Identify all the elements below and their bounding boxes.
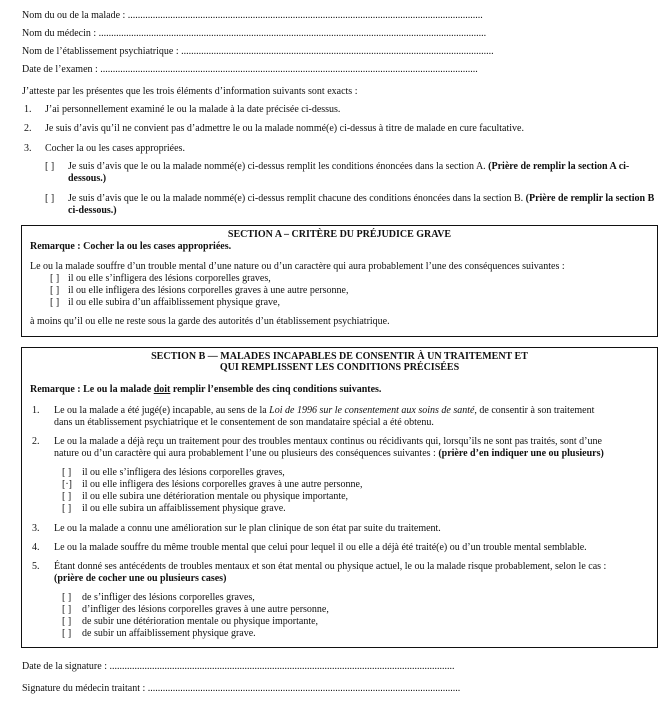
item-number: 1.: [24, 104, 32, 115]
section-b-title-line1: SECTION B — MALADES INCAPABLES DE CONSENTIR À UN TRAITEMENT ET: [151, 351, 528, 362]
condition-5-option-2: d’infliger des lésions corporelles graves à une autre personne,: [82, 604, 329, 615]
condition-2-line1: Le ou la malade a déjà reçu un traitement pour des troubles mentaux continus ou récidivants qui, lorsqu’ils ne sont pas traités, sont d’une: [54, 436, 602, 447]
condition-2-checkbox-2[interactable]: [·]: [62, 479, 72, 490]
section-b-box: [21, 347, 658, 648]
exam-date-field[interactable]: Date de l’examen : .......................................................................................................................................................: [22, 64, 478, 75]
item-1-text: J’ai personnellement examiné le ou la malade à la date précisée ci-dessus.: [45, 104, 341, 115]
condition-1-line1: Le ou la malade a été jugé(e) incapable, au sens de la Loi de 1996 sur le consentement aux soins de santé, de consentir à son traitement: [54, 405, 595, 416]
attestation-intro: J’atteste par les présentes que les trois éléments d’information suivants sont exacts :: [22, 86, 358, 97]
section-b-remarque: Remarque : Le ou la malade doit remplir l’ensemble des cinq conditions suivantes.: [30, 384, 382, 395]
section-a-option-2: il ou elle infligera des lésions corporelles graves à une autre personne,: [68, 285, 349, 296]
section-a-checkbox-3[interactable]: [ ]: [50, 297, 60, 308]
section-a-closing: à moins qu’il ou elle ne reste sous la garde des autorités d’un établissement psychiatrique.: [30, 316, 390, 327]
section-a-remarque: Remarque : Cocher la ou les cases appropriées.: [30, 241, 232, 252]
option-a-instruction: (Prière de remplir la section A ci-dessous.): [68, 161, 630, 184]
condition-2-option-2: il ou elle infligera des lésions corporelles graves à une autre personne,: [82, 479, 363, 490]
signature-doctor-field[interactable]: Signature du médecin traitant : .............................................................................................................................: [22, 683, 461, 694]
condition-number: 1.: [32, 405, 40, 416]
item-number: 3.: [24, 143, 32, 154]
section-a-option-1: il ou elle s’infligera des lésions corporelles graves,: [68, 273, 271, 284]
section-a-box: [21, 225, 658, 337]
option-a-text: Je suis d’avis que le ou la malade nommé(e) ci-dessus remplit les conditions énoncées dans la section A. (Prière de remplir la section A ci-dessous.): [68, 161, 630, 184]
section-b-remarque-emphasis: doit: [153, 384, 171, 395]
section-a-option-3: il ou elle subira d’un affaiblissement physique grave,: [68, 297, 280, 308]
condition-number: 4.: [32, 542, 40, 553]
patient-name-field[interactable]: Nom du ou de la malade : ..............................................................................................................................................: [22, 10, 483, 21]
section-b-title-line2: QUI REMPLISSENT LES CONDITIONS PRÉCISÉES: [219, 362, 460, 373]
condition-5-line1: Étant donné ses antécédents de troubles mentaux et son état mental ou physique actuel, le ou la malade risque probablement, selon le cas :: [54, 561, 607, 572]
item-2-text: Je suis d’avis qu’il ne convient pas d’admettre le ou la malade nommé(e) ci-dessus à titre de malade en cure facultative.: [45, 123, 524, 134]
condition-1-line2: dans un établissement psychiatrique et le consentement de son mandataire spécial a été obtenu.: [54, 417, 434, 428]
section-a-title: SECTION A – CRITÈRE DU PRÉJUDICE GRAVE: [227, 229, 452, 240]
condition-2-checkbox-1[interactable]: [ ]: [62, 467, 72, 478]
option-a-checkbox[interactable]: [ ]: [45, 161, 55, 172]
item-3-text: Cocher la ou les cases appropriées.: [45, 143, 185, 154]
signature-date-field[interactable]: Date de la signature : ..........................................................................................................................................: [22, 661, 455, 672]
condition-3-text: Le ou la malade a connu une amélioration sur le plan clinique de son état par suite du traitement.: [54, 523, 441, 534]
section-a-checkbox-1[interactable]: [ ]: [50, 273, 60, 284]
condition-4-text: Le ou la malade souffre du même trouble mental que celui pour lequel il ou elle a déjà été traité(e) ou d’un trouble mental semblable.: [54, 542, 587, 553]
option-b-instruction: (Prière de remplir la section B ci-dessous.): [68, 193, 655, 216]
facility-name-field[interactable]: Nom de l’établissement psychiatrique : .............................................................................................................................: [22, 46, 494, 57]
condition-5-option-1: de s’infliger des lésions corporelles graves,: [82, 592, 255, 603]
doctor-name-field[interactable]: Nom du médecin : ...........................................................................................................................................................: [22, 28, 487, 39]
section-a-intro: Le ou la malade souffre d’un trouble mental d’une nature ou d’un caractère qui aura probablement l’une des conséquences suivantes :: [30, 261, 565, 272]
condition-5-checkbox-2[interactable]: [ ]: [62, 604, 72, 615]
condition-2-checkbox-3[interactable]: [ ]: [62, 491, 72, 502]
condition-2-option-4: il ou elle subira un affaiblissement physique grave.: [82, 503, 286, 514]
condition-2-instruction: (prière d’en indiquer une ou plusieurs): [438, 448, 604, 459]
condition-number: 3.: [32, 523, 40, 534]
section-a-checkbox-2[interactable]: [ ]: [50, 285, 60, 296]
condition-2-option-3: il ou elle subira une détérioration mentale ou physique importante,: [82, 491, 349, 502]
condition-5-checkbox-3[interactable]: [ ]: [62, 616, 72, 627]
condition-2-line2: nature ou d’un caractère qui aura probablement l’une ou plusieurs des conséquences suivantes : (prière d’en indiquer une ou plusieurs): [54, 448, 604, 459]
law-reference: Loi de 1996 sur le consentement aux soins de santé: [269, 405, 475, 416]
condition-5-checkbox-1[interactable]: [ ]: [62, 592, 72, 603]
condition-5-option-3: de subir une détérioration mentale ou physique importante,: [82, 616, 319, 627]
condition-5-checkbox-4[interactable]: [ ]: [62, 628, 72, 639]
item-number: 2.: [24, 123, 32, 134]
option-b-checkbox[interactable]: [ ]: [45, 193, 55, 204]
condition-number: 5.: [32, 561, 40, 572]
condition-number: 2.: [32, 436, 40, 447]
condition-2-option-1: il ou elle s’infligera des lésions corporelles graves,: [82, 467, 285, 478]
condition-5-option-4: de subir un affaiblissement physique grave.: [82, 628, 256, 639]
condition-5-instruction: (prière de cocher une ou plusieurs cases): [54, 573, 227, 584]
condition-2-checkbox-4[interactable]: [ ]: [62, 503, 72, 514]
option-b-text: Je suis d’avis que le ou la malade nommé(e) ci-dessus remplit chacune des conditions énoncées dans la section B. (Prière de remplir la section B ci-dessous.): [68, 193, 655, 216]
